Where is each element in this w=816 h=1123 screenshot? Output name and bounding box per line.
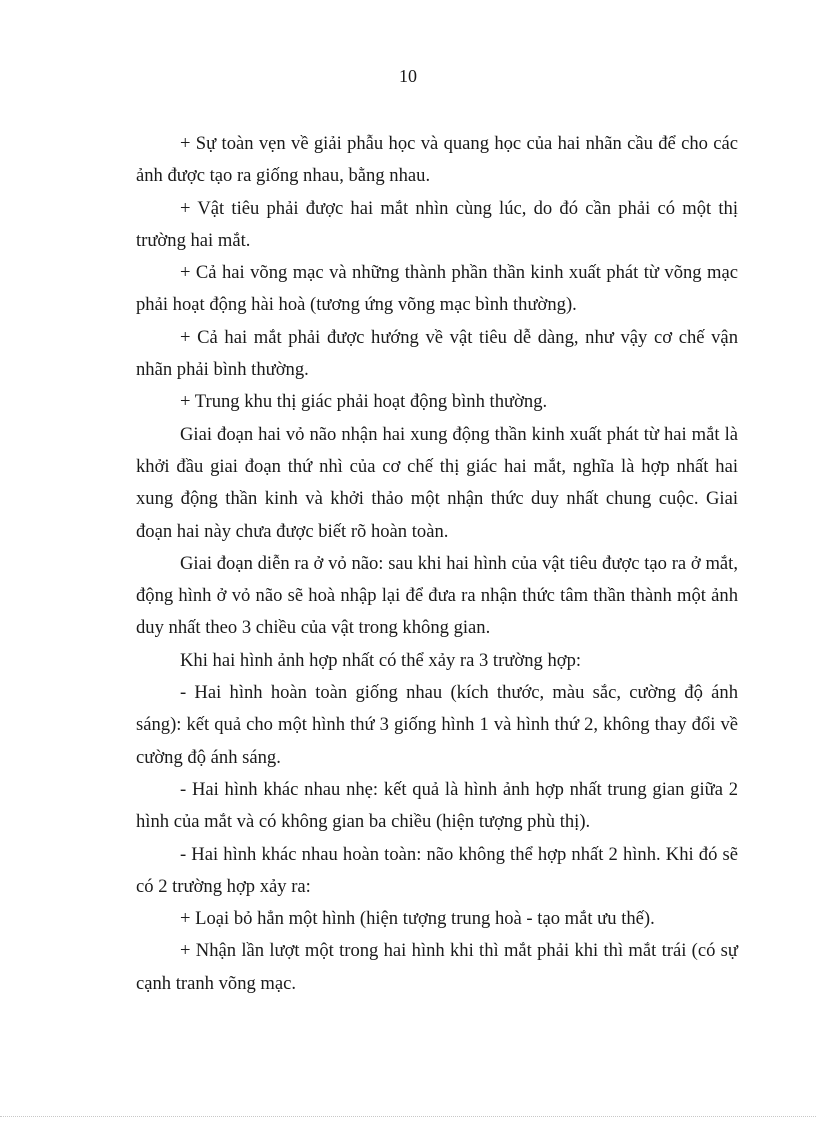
paragraph-three-cases: Khi hai hình ảnh hợp nhất có thể xảy ra 3 trường hợp: (180, 649, 582, 671)
paragraph-retinal-rivalry: + Nhận lần lượt một trong hai hình khi thì mắt phải khi thì mắt trái (có sự cạnh tranh võng mạc. (136, 940, 738, 994)
page-bottom-divider (0, 1116, 816, 1117)
paragraph-slightly-different: - Hai hình khác nhau nhẹ: kết quả là hình ảnh hợp nhất trung gian giữa 2 hình của mắt và có không gian ba chiều (hiện tượng phù thị). (136, 778, 738, 833)
page-number: 10 (399, 66, 417, 86)
paragraph-eye-movement: + Cả hai mắt phải được hướng về vật tiêu dễ dàng, như vậy cơ chế vận nhãn phải bình thường. (136, 326, 738, 381)
paragraph-anatomy: + Sự toàn vẹn về giải phẫu học và quang học của hai nhãn cầu để cho các ảnh được tạo ra giống nhau, bằng nhau. (136, 133, 738, 187)
paragraph-completely-different: - Hai hình khác nhau hoàn toàn: não không thể hợp nhất 2 hình. Khi đó sẽ có 2 trường hợp xảy ra: (136, 843, 738, 897)
paragraph-retina: + Cả hai võng mạc và những thành phần thần kinh xuất phát từ võng mạc phải hoạt động hài hoà (tương ứng võng mạc bình thường). (136, 262, 738, 316)
paragraph-cortex-stage: Giai đoạn hai vỏ não nhận hai xung động thần kinh xuất phát từ hai mắt là khởi đầu giai đoạn thứ nhì của cơ chế thị giác hai mắt, nghĩa là hợp nhất hai xung động thần kinh và khởi thảo một nhận thức duy nhất chung cuộc. Giai đoạn hai này chưa được biết rõ hoàn toàn. (136, 423, 738, 542)
paragraph-suppression: + Loại bỏ hẳn một hình (hiện tượng trung hoà - tạo mắt ưu thế). (180, 908, 655, 930)
paragraph-identical-images: - Hai hình hoàn toàn giống nhau (kích thước, màu sắc, cường độ ánh sáng): kết quả cho một hình thứ 3 giống hình 1 và hình thứ 2, không thay đổi về cường độ ánh sáng. (136, 682, 738, 768)
paragraph-cortex-process: Giai đoạn diễn ra ở vỏ não: sau khi hai hình của vật tiêu được tạo ra ở mắt, động hình ở vỏ não sẽ hoà nhập lại để đưa ra nhận thức tâm thần thành một ảnh duy nhất theo 3 chiều của vật trong không gian. (136, 552, 738, 639)
body-text (136, 128, 738, 1000)
paragraph-visual-field: + Vật tiêu phải được hai mắt nhìn cùng lúc, do đó cần phải có một thị trường hai mắt. (136, 197, 738, 251)
paragraph-visual-center: + Trung khu thị giác phải hoạt động bình thường. (180, 391, 548, 413)
